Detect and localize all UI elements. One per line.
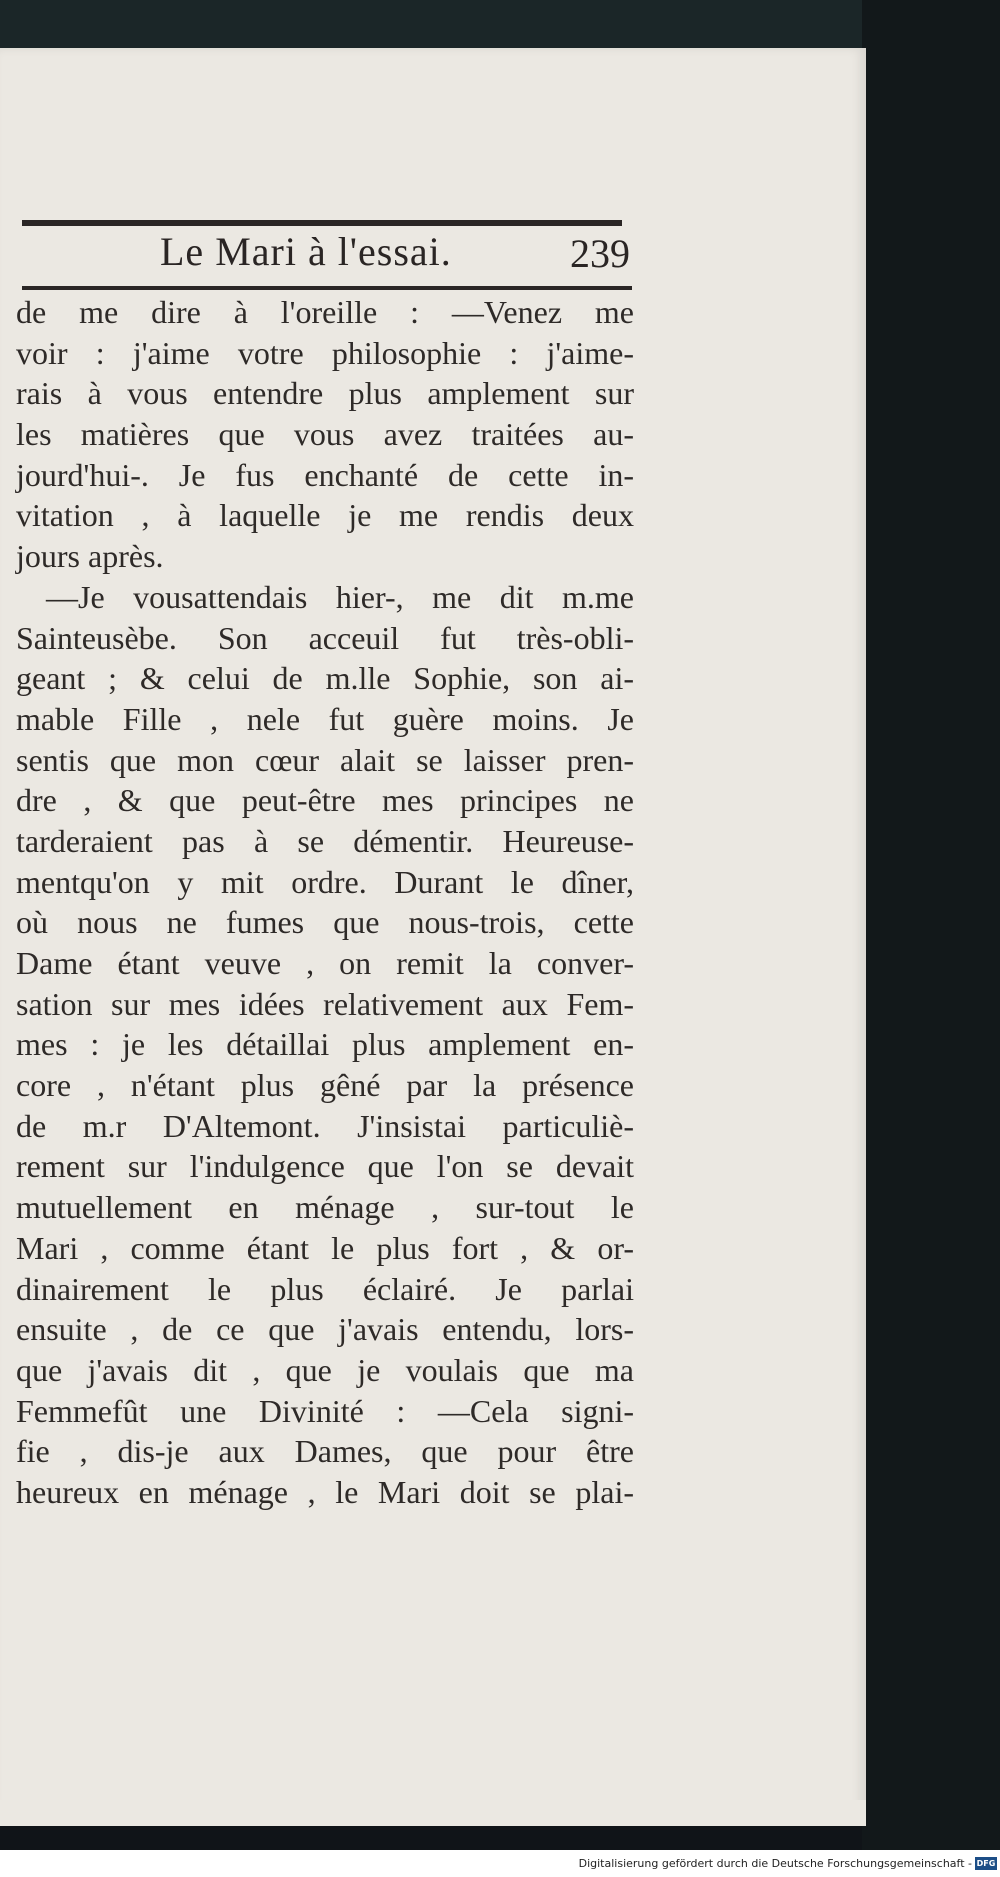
text-line: Femmefût une Divinité : —Cela signi- (16, 1392, 634, 1429)
text-line: Dame étant veuve , on remit la conver- (16, 945, 634, 981)
running-head (160, 226, 630, 286)
text-line: —Je vousattendais hier-, me dit m.me (46, 578, 634, 615)
footer-bar (0, 1850, 1000, 1877)
scan-background-top (0, 0, 1000, 48)
text-line: core , n'étant plus gêné par la présence (16, 1067, 634, 1104)
text-line: vitation , à laquelle je me rendis deux (16, 497, 634, 534)
text-line: ensuite , de ce que j'avais entendu, lors- (16, 1311, 634, 1348)
text-line: où nous ne fumes que nous-trois, cette (16, 904, 634, 941)
running-head-title: Le Mari à l'essai. (160, 229, 452, 274)
text-line: tarderaient pas à se démentir. Heureuse- (16, 822, 634, 859)
text-line: jourd'hui-. Je fus enchanté de cette in- (16, 456, 634, 493)
page-number: 239 (570, 231, 630, 276)
text-line: mentqu'on y mit ordre. Durant le dîner, (16, 863, 634, 900)
text-line: mes : je les détaillai plus amplement en- (16, 1026, 634, 1063)
text-line: dinairement le plus éclairé. Je parlai (16, 1270, 634, 1307)
text-line: sentis que mon cœur alait se laisser pren- (16, 741, 634, 778)
book-page-edge (0, 1800, 866, 1826)
text-line: dre , & que peut-être mes principes ne (16, 782, 634, 819)
text-line: heureux en ménage , le Mari doit se plai- (16, 1473, 634, 1510)
text-line: que j'avais dit , que je voulais que ma (16, 1351, 634, 1388)
text-line: rement sur l'indulgence que l'on se devait (16, 1148, 634, 1185)
text-line: de me dire à l'oreille : —Venez me (16, 294, 634, 330)
text-line: voir : j'aime votre philosophie : j'aime- (16, 334, 634, 371)
text-line: rais à vous entendre plus amplement sur (16, 375, 634, 412)
text-line: sation sur mes idées relativement aux Fem- (16, 985, 634, 1022)
text-line: mutuellement en ménage , sur-tout le (16, 1189, 634, 1226)
header-rule-bottom (22, 286, 632, 290)
text-line: Mari , comme étant le plus fort , & or- (16, 1229, 634, 1266)
text-line: Sainteusèbe. Son acceuil fut très-obli- (16, 619, 634, 656)
scan-background-right (862, 0, 1000, 1850)
digitization-credit: Digitalisierung gefördert durch die Deutsche Forschungsgemeinschaft - (578, 1857, 972, 1870)
dfg-logo: DFG (976, 1859, 996, 1868)
text-line: les matières que vous avez traitées au- (16, 416, 634, 453)
text-line: mable Fille , nele fut guère moins. Je (16, 700, 634, 737)
text-line: de m.r D'Altemont. J'insistai particuliè- (16, 1107, 634, 1144)
body-text (16, 292, 634, 1513)
text-line: geant ; & celui de m.lle Sophie, son ai- (16, 660, 634, 697)
text-line: jours après. (16, 538, 164, 575)
text-line: fie , dis-je aux Dames, que pour être (16, 1433, 634, 1470)
